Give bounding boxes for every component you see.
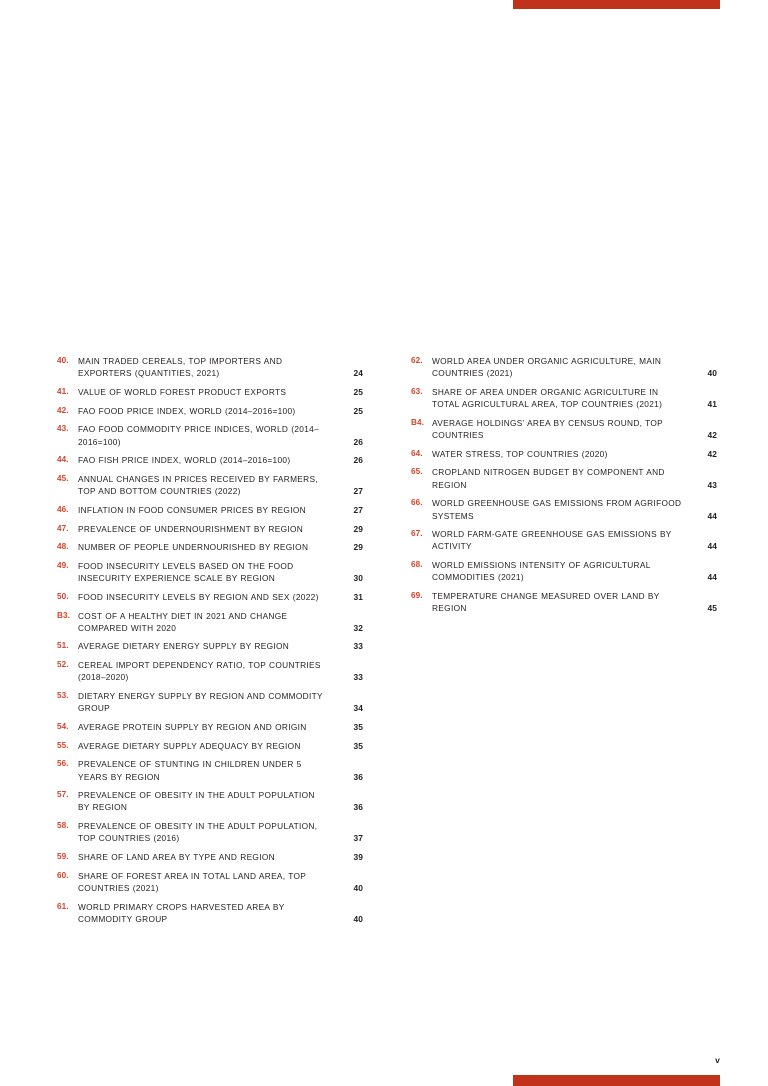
figure-number: 47. [57,523,69,533]
figure-title: WORLD PRIMARY CROPS HARVESTED AREA BY COMMODITY GROUP [78,901,285,924]
footer-accent-bar [513,1075,720,1086]
figure-title: PREVALENCE OF OBESITY IN THE ADULT POPULATION, TOP COUNTRIES (2016) [78,821,318,844]
figure-title: TEMPERATURE CHANGE MEASURED OVER LAND BY REGION [432,591,660,614]
figure-entry[interactable] [411,528,717,552]
figure-entry-body [78,901,363,925]
figure-title: WORLD GREENHOUSE GAS EMISSIONS FROM AGRIFOOD SYSTEMS [432,498,682,521]
figure-entry-body [78,454,363,466]
figure-page-number: 26 [353,436,363,447]
figure-entry-body [78,851,363,863]
figure-title: COST OF A HEALTHY DIET IN 2021 AND CHANGE COMPARED WITH 2020 [78,610,288,633]
figure-page-number: 27 [353,504,363,515]
figure-number: 54. [57,721,69,731]
figure-title: SHARE OF LAND AREA BY TYPE AND REGION [78,852,275,863]
figure-number: 56. [57,759,69,769]
figure-entry[interactable] [57,690,363,714]
figure-page-number: 45 [707,603,717,614]
figure-number: 62. [411,356,423,365]
figure-number: 66. [411,498,423,508]
figure-entry[interactable] [57,721,363,733]
figure-title: PREVALENCE OF STUNTING IN CHILDREN UNDER 5 YEARS BY REGION [78,759,302,782]
figure-number: 48. [57,542,69,552]
figure-title: WATER STRESS, TOP COUNTRIES (2020) [432,448,608,459]
figure-entry[interactable] [57,560,363,584]
figure-title: AVERAGE PROTEIN SUPPLY BY REGION AND ORIGIN [78,721,307,732]
figure-title: WORLD AREA UNDER ORGANIC AGRICULTURE, MAIN COUNTRIES (2021) [432,356,662,379]
figure-number: 43. [57,424,69,434]
figure-number: 53. [57,691,69,701]
header-accent-bar [513,0,720,9]
figure-page-number: 42 [707,430,717,441]
figure-number: 46. [57,504,69,514]
figure-number: 57. [57,790,69,800]
figure-title: NUMBER OF PEOPLE UNDERNOURISHED BY REGION [78,542,309,553]
figure-title: AVERAGE HOLDINGS’ AREA BY CENSUS ROUND, TOP COUNTRIES [432,417,663,441]
figure-page-number: 36 [353,771,363,782]
figure-entry-body [432,466,717,490]
figure-entry-body [78,405,363,417]
figure-number: 63. [411,386,423,396]
figures-column-right [411,355,717,621]
figure-entry[interactable] [411,497,717,521]
figure-entry[interactable] [411,417,717,441]
figure-page-number: 35 [353,740,363,751]
figures-column-left [57,355,363,932]
figure-page-number: 40 [707,368,717,379]
figure-entry-body [432,590,717,614]
figure-page-number: 29 [353,523,363,534]
figure-entry-body [78,591,363,603]
figure-number: 68. [411,560,423,570]
figure-page-number: 29 [353,542,363,553]
figure-entry[interactable] [57,454,363,466]
figure-number: 60. [57,870,69,880]
figure-entry[interactable] [57,901,363,925]
figure-number: 58. [57,821,69,831]
figure-entry-body [78,870,363,894]
figure-page-number: 44 [707,510,717,521]
figure-entry[interactable] [57,473,363,497]
figure-entry-body [432,417,717,441]
figure-entry-body [78,659,363,683]
figure-entry-body [78,740,363,752]
figure-page-number: 42 [707,448,717,459]
figure-title: AVERAGE DIETARY SUPPLY ADEQUACY BY REGION [78,740,301,751]
figure-page-number: 25 [353,386,363,397]
figure-entry-body [78,523,363,535]
figure-number: 59. [57,852,69,862]
figure-entry-body [78,541,363,553]
figure-entry-body [432,355,717,379]
figures-list [0,355,768,932]
figure-entry-body [432,559,717,583]
figure-entry-body [78,820,363,844]
figure-number: 40. [57,356,69,365]
figure-title: FAO FISH PRICE INDEX, WORLD (2014–2016=100) [78,455,291,466]
figure-number: 51. [57,641,69,651]
figure-page-number: 25 [353,405,363,416]
figure-title: CEREAL IMPORT DEPENDENCY RATIO, TOP COUNTRIES (2018–2020) [78,660,321,683]
figure-title: PREVALENCE OF OBESITY IN THE ADULT POPULATION BY REGION [78,790,315,813]
figure-entry[interactable] [57,789,363,813]
figure-entry[interactable] [57,386,363,398]
figure-page-number: 40 [353,883,363,893]
figure-number: B3. [57,610,71,620]
figure-number: 61. [57,901,69,911]
figure-page-number: 44 [707,541,717,552]
figure-page-number: 27 [353,486,363,497]
page-number: v [715,1055,720,1065]
figure-title: SHARE OF FOREST AREA IN TOTAL LAND AREA, TOP COUNTRIES (2021) [78,870,306,893]
figure-number: 65. [411,467,423,477]
figure-entry[interactable] [411,559,717,583]
figure-entry[interactable] [57,504,363,516]
figure-entry-body [432,528,717,552]
figure-entry[interactable] [57,523,363,535]
figure-number: 52. [57,660,69,670]
figure-title: DIETARY ENERGY SUPPLY BY REGION AND COMMODITY GROUP [78,691,323,714]
figure-number: 49. [57,560,69,570]
figure-number: 67. [411,529,423,539]
figure-number: B4. [411,417,425,427]
figure-entry[interactable] [57,610,363,634]
figure-page-number: 24 [353,368,363,379]
figure-entry-body [78,690,363,714]
figure-page-number: 34 [353,703,363,714]
figure-entry[interactable] [411,466,717,490]
figure-entry-body [78,758,363,782]
figure-entry-body [78,504,363,516]
figure-entry[interactable] [411,355,717,379]
figure-title: FOOD INSECURITY LEVELS BASED ON THE FOOD INSECURITY EXPERIENCE SCALE BY REGION [78,560,294,584]
figure-entry[interactable] [57,820,363,844]
figure-entry[interactable] [57,405,363,417]
figure-entry-body [78,640,363,652]
figure-title: VALUE OF WORLD FOREST PRODUCT EXPORTS [78,386,287,397]
figure-page-number: 35 [353,721,363,732]
figure-title: AVERAGE DIETARY ENERGY SUPPLY BY REGION [78,641,290,652]
figure-entry-body [432,386,717,410]
figure-entry[interactable] [57,740,363,752]
figure-title: FOOD INSECURITY LEVELS BY REGION AND SEX (2022) [78,591,319,602]
figure-entry-body [78,721,363,733]
figure-page-number: 31 [353,591,363,602]
figure-entry[interactable] [411,386,717,410]
figure-page-number: 36 [353,802,363,813]
figure-entry[interactable] [411,590,717,614]
figure-entry[interactable] [57,870,363,894]
figure-page-number: 39 [353,852,363,863]
figure-page-number: 43 [707,479,717,490]
figure-title: CROPLAND NITROGEN BUDGET BY COMPONENT AND REGION [432,467,665,490]
figure-page-number: 37 [353,833,363,844]
figure-number: 69. [411,591,423,601]
figure-entry-body [78,355,363,379]
figure-title: WORLD EMISSIONS INTENSITY OF AGRICULTURAL COMMODITIES (2021) [432,560,651,583]
figure-entry[interactable] [57,640,363,652]
figure-page-number: 26 [353,455,363,466]
figure-number: 41. [57,386,69,396]
figure-page-number: 40 [353,913,363,924]
figure-entry[interactable] [57,423,363,447]
figure-page-number: 44 [707,572,717,583]
figure-number: 42. [57,405,69,415]
figure-entry[interactable] [57,355,363,379]
figure-entry[interactable] [57,541,363,553]
figure-title: SHARE OF AREA UNDER ORGANIC AGRICULTURE IN TOTAL AGRICULTURAL AREA, TOP COUNTRIES (2021) [432,386,663,410]
figure-entry-body [78,386,363,398]
figure-page-number: 32 [353,622,363,633]
figure-entry[interactable] [57,758,363,782]
figure-number: 44. [57,455,69,465]
figure-entry[interactable] [57,591,363,603]
figure-entry-body [78,789,363,813]
figure-entry-body [78,560,363,584]
figure-entry-body [78,473,363,497]
figure-entry[interactable] [57,659,363,683]
figure-title: ANNUAL CHANGES IN PRICES RECEIVED BY FARMERS, TOP AND BOTTOM COUNTRIES (2022) [78,473,318,497]
figure-number: 64. [411,448,423,458]
figure-title: FAO FOOD PRICE INDEX, WORLD (2014–2016=100) [78,405,296,416]
figure-number: 45. [57,473,69,483]
figure-page-number: 33 [353,672,363,683]
figure-page-number: 30 [353,573,363,584]
figure-title: MAIN TRADED CEREALS, TOP IMPORTERS AND EXPORTERS (QUANTITIES, 2021) [78,356,283,379]
figure-entry-body [78,610,363,634]
figure-number: 50. [57,591,69,601]
figure-page-number: 41 [707,399,717,410]
figure-entry[interactable] [57,851,363,863]
figure-page-number: 33 [353,641,363,652]
figure-title: WORLD FARM-GATE GREENHOUSE GAS EMISSIONS BY ACTIVITY [432,529,672,552]
figure-number: 55. [57,740,69,750]
figure-title: FAO FOOD COMMODITY PRICE INDICES, WORLD (2014–2016=100) [78,424,320,447]
figure-entry-body [432,497,717,521]
figure-title: INFLATION IN FOOD CONSUMER PRICES BY REGION [78,504,306,515]
figure-title: PREVALENCE OF UNDERNOURISHMENT BY REGION [78,523,304,534]
figure-entry-body [432,448,717,460]
figure-entry-body [78,423,363,447]
figure-entry[interactable] [411,448,717,460]
